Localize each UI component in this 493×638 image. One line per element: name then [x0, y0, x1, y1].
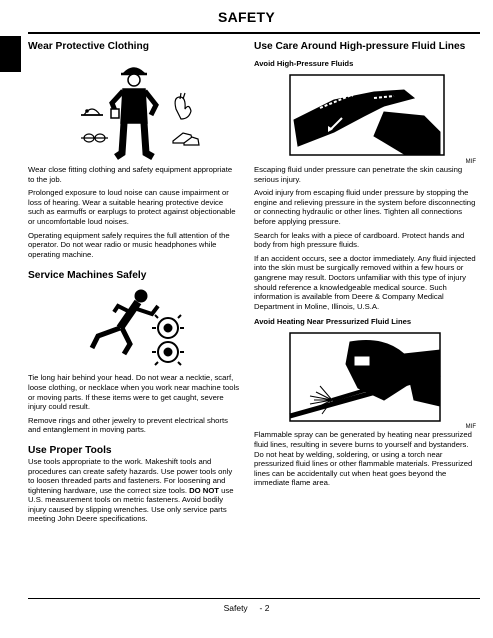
figure-label: MIF	[465, 159, 476, 165]
avoid-high-pressure-subheading: Avoid High-Pressure Fluids	[254, 59, 354, 68]
service-machines-heading: Service Machines Safely	[28, 270, 147, 282]
heating-paragraph: Flammable spray can be generated by heating near pressurized fluid lines, resulting in severe burns to yourself and bystanders. Do not heat by welding, soldering, or using a torch near pressurized fluid lines or other flammable materials. Pressurized lines can be accidentally cut when heat goes beyond the immediate flame area.	[254, 430, 473, 488]
tools-text-a: Use tools appropriate to the work. Makeshift tools and procedures can create safety hazards. Use power tools only to loosen threaded parts and fasteners. For loosening and tightening hardware, use the correct size tools.	[28, 456, 233, 495]
footer-rule	[28, 598, 480, 599]
figure-label: MIF	[465, 424, 476, 431]
heating-figure	[254, 330, 476, 430]
entanglement-warning-illustration	[28, 282, 240, 373]
fluid-paragraph-3: Search for leaks with a piece of cardboard. Protect hands and body from high pressure fluids.	[254, 230, 465, 250]
wear-paragraph-2: Prolonged exposure to loud noise can cause impairment or loss of hearing. Wear a suitable hearing protective device such as earmuffs or earplugs to protect against objectionable or uncomfortable loud noises.	[28, 188, 236, 226]
protective-clothing-figure	[28, 53, 240, 165]
torch-heating-illustration	[254, 330, 476, 424]
footer-section: Safety	[223, 603, 248, 613]
page-footer	[0, 603, 493, 613]
fluid-paragraph-1: Escaping fluid under pressure can penetrate the skin causing serious injury.	[254, 165, 463, 184]
tools-text-b: use U.S. measurement tools on metric fasteners. Avoid bodily injury caused by slipping wrenches. Use only service parts meeting John Deere specifications.	[28, 485, 234, 524]
service-paragraph-2: Remove rings and other jewelry to prevent electrical shorts and entanglement in moving parts.	[28, 415, 228, 435]
wear-paragraph-1: Wear close fitting clothing and safety equipment appropriate to the job.	[28, 165, 233, 184]
wear-paragraph-3: Operating equipment safely requires the full attention of the operator. Do not wear radio or music headphones while operating machine.	[28, 230, 230, 259]
wear-protective-clothing-heading: Wear Protective Clothing	[28, 41, 149, 52]
avoid-heating-subheading: Avoid Heating Near Pressurized Fluid Lines	[254, 317, 412, 327]
tools-paragraph	[28, 457, 240, 524]
fluid-paragraph-4: If an accident occurs, see a doctor immediately. Any fluid injected into the skin must be surgically removed within a few hours or gangrene may result. Doctors unfamiliar with this type of injury should reference a knowledgeable medical source. Such information is available from Deere & Company Medical Department in Moline, Illinois, U.S.A.	[254, 253, 476, 311]
page-title: SAFETY	[217, 9, 276, 25]
use-proper-tools-heading: Use Proper Tools	[28, 444, 112, 456]
fluid-paragraph-2: Avoid injury from escaping fluid under pressure by stopping the engine and relieving pressure in the system before disconnecting or connecting hydraulic or other lines. Tighten all connections before applying pressure.	[254, 188, 476, 226]
left-column	[28, 40, 240, 528]
footer-page-number: - 2	[259, 603, 270, 613]
high-pressure-figure	[254, 72, 476, 165]
service-machines-figure	[28, 282, 240, 373]
right-column	[254, 40, 476, 492]
protective-clothing-illustration	[28, 53, 240, 165]
high-pressure-heading: Use Care Around High-pressure Fluid Lines	[254, 41, 466, 52]
title-rule	[28, 32, 480, 34]
tools-text-emphasis: DO NOT	[189, 485, 220, 495]
service-paragraph-1: Tie long hair behind your head. Do not wear a necktie, scarf, loose clothing, or necklace when you work near machine tools or moving parts. If these items were to get caught, severe injury could result.	[28, 373, 240, 412]
section-tab-marker	[0, 36, 21, 72]
fluid-injection-illustration	[254, 72, 476, 158]
